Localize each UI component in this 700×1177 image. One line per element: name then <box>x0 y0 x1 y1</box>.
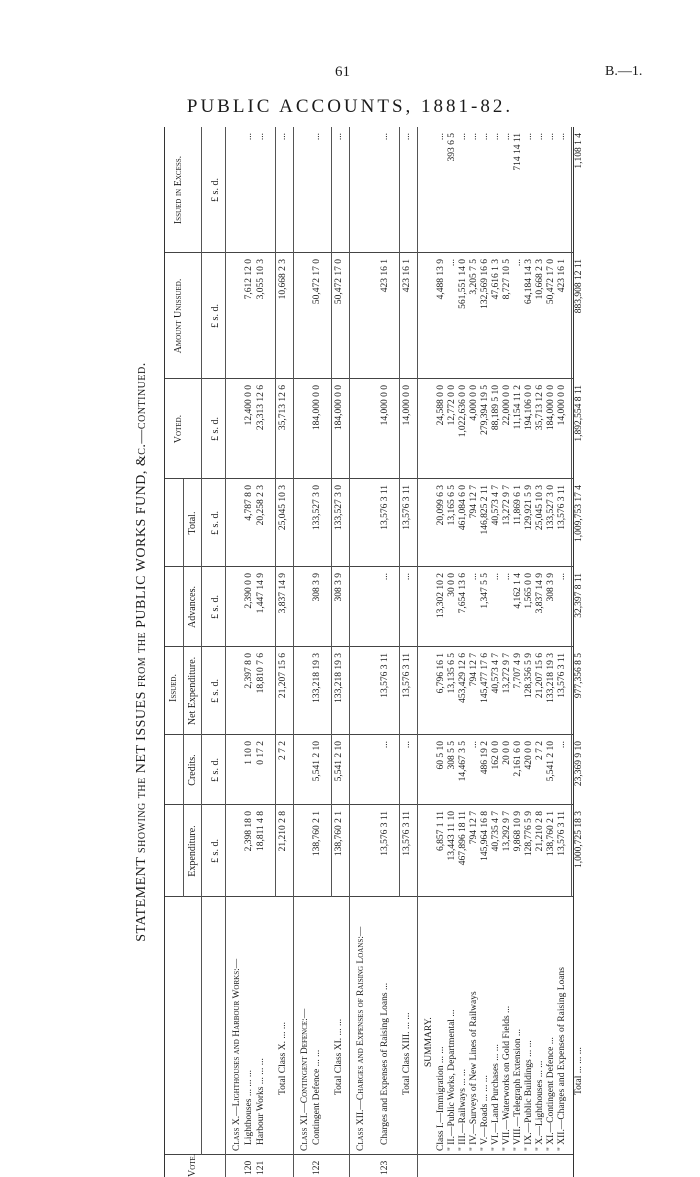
cell-net: 6,796 16 1 <box>436 653 446 694</box>
lsd-header: £ s. d. <box>210 511 221 535</box>
cell-adv: 308 3 9 <box>546 573 556 602</box>
cell-cred: 20 0 0 <box>502 741 512 765</box>
cell-net: 453,429 12 6 <box>458 653 468 703</box>
cell-exc: ... <box>535 133 545 141</box>
cell-adv: ... <box>502 573 512 581</box>
issued-rule <box>183 479 184 897</box>
cell-cred: 5,541 2 10 <box>312 741 322 782</box>
cell-unis: 423 16 1 <box>380 259 390 293</box>
total-rule <box>571 127 572 897</box>
cell-voted: 12,772 0 0 <box>447 385 457 426</box>
vote-number: 121 <box>256 1160 266 1175</box>
cell-adv: ... <box>469 573 479 581</box>
cell-unis: 50,472 17 0 <box>334 259 344 305</box>
cell-adv: 308 3 9 <box>312 573 322 602</box>
cell-unis: 10,668 2 3 <box>278 259 288 300</box>
cell-exc: 393 6 5 <box>447 133 457 162</box>
cell-tot: 129,921 5 9 <box>524 485 534 531</box>
cell-tot: 133,527 3 0 <box>546 485 556 531</box>
cell-unis: 7,612 12 0 <box>244 259 254 300</box>
cell-tot: 146,825 2 11 <box>480 485 490 535</box>
row-label: " VII.—Waterworks on Gold Fields ... <box>502 1005 512 1151</box>
col-header-net: Net Expenditure. <box>187 656 198 726</box>
cell-exc: ... <box>557 133 567 141</box>
cell-exp: 1,000,725 18 3 <box>574 811 584 868</box>
col-header-credits: Credits. <box>187 754 198 786</box>
cell-adv: 308 3 9 <box>334 573 344 602</box>
row-label: Contingent Defence ... ... <box>312 1049 322 1145</box>
summary-title: SUMMARY. <box>424 1017 434 1067</box>
cell-adv: 1,565 0 0 <box>524 573 534 609</box>
cell-voted: 4,000 0 0 <box>469 385 479 421</box>
lsd-header: £ s. d. <box>210 595 221 619</box>
issued-header: Issued. <box>168 674 179 703</box>
cell-unis: 423 16 1 <box>402 259 412 293</box>
section-title: Class XII.—Charges and Expenses of Raising Loans:— <box>356 926 366 1151</box>
cell-tot: 20,258 2 3 <box>256 485 266 526</box>
col-header-unissued: Amount Unissued. <box>173 278 184 354</box>
vote-header: Vote. <box>187 1153 198 1177</box>
cell-adv: ... <box>380 573 390 581</box>
cell-unis: ... <box>513 259 523 267</box>
page-header <box>0 0 700 120</box>
cell-adv: 1,447 14 9 <box>256 573 266 614</box>
header-rule <box>225 127 226 1177</box>
cell-adv: 1,347 5 5 <box>480 573 490 609</box>
cell-exp: 13,292 9 7 <box>502 811 512 852</box>
cell-tot: 20,099 6 3 <box>436 485 446 526</box>
cell-unis: 561,551 14 0 <box>458 259 468 309</box>
cell-tot: 13,272 9 7 <box>502 485 512 526</box>
cell-tot: 13,576 3 11 <box>380 485 390 530</box>
cell-voted: 12,400 0 0 <box>244 385 254 426</box>
cell-net: 13,576 3 11 <box>402 653 412 698</box>
cell-cred: 5,541 2 10 <box>546 741 556 782</box>
row-label: " IV.—Surveys of New Lines of Railways <box>469 991 479 1151</box>
cell-exc: ... <box>402 133 412 141</box>
cell-cred: 2,161 6 0 <box>513 741 523 777</box>
cell-net: 13,272 9 7 <box>502 653 512 694</box>
cell-unis: ... <box>447 259 457 267</box>
cell-exp: 128,776 5 9 <box>524 811 534 857</box>
cell-exp: 18,811 4 8 <box>256 811 266 852</box>
cell-adv: ... <box>402 573 412 581</box>
cell-cred: 1 10 0 <box>244 741 254 765</box>
col-header-advances: Advances. <box>187 586 198 628</box>
cell-net: 13,576 3 11 <box>557 653 567 698</box>
cell-net: 794 12 7 <box>469 653 479 687</box>
row-label: " V.—Roads ... ... ... <box>480 1075 490 1151</box>
cell-adv: 3,837 14 9 <box>278 573 288 614</box>
cell-exc: 1,108 1 4 <box>574 133 584 169</box>
cell-tot: 461,084 6 0 <box>458 485 468 531</box>
cell-net: 40,573 4 7 <box>491 653 501 694</box>
cell-cred: 60 5 10 <box>436 741 446 770</box>
lsd-header: £ s. d. <box>210 758 221 782</box>
cell-tot: 133,527 3 0 <box>312 485 322 531</box>
cell-net: 133,218 19 3 <box>334 653 344 703</box>
cell-net: 18,810 7 6 <box>256 653 266 694</box>
cell-exp: 13,443 11 10 <box>447 811 457 861</box>
row-label: " III.—Railways ... ... <box>458 1069 468 1151</box>
col-header-voted: Voted. <box>173 414 184 444</box>
col-header-total: Total. <box>187 511 198 535</box>
cell-exp: 138,760 2 1 <box>334 811 344 857</box>
vote-number: 123 <box>380 1160 390 1175</box>
cell-tot: 794 12 7 <box>469 485 479 519</box>
cell-net: 133,218 19 3 <box>546 653 556 703</box>
cell-voted: 23,313 12 6 <box>256 385 266 431</box>
cell-exp: 21,210 2 8 <box>278 811 288 852</box>
cell-exp: 13,576 3 11 <box>402 811 412 856</box>
col-header-excess: Issued in Excess. <box>173 155 184 225</box>
section-rule <box>293 127 294 1177</box>
lsd-header: £ s. d. <box>210 839 221 863</box>
section-title: Class X.—Lighthouses and Harbour Works:— <box>232 958 242 1151</box>
cell-voted: 1,892,554 8 11 <box>574 385 584 442</box>
cell-adv: 2,390 0 0 <box>244 573 254 609</box>
rotated-statement <box>134 127 584 1177</box>
row-label: Total Class XI. ... ... <box>334 1018 344 1095</box>
cell-unis: 50,472 17 0 <box>546 259 556 305</box>
cell-exp: 2,398 18 0 <box>244 811 254 852</box>
cell-tot: 40,573 4 7 <box>491 485 501 526</box>
cell-unis: 10,668 2 3 <box>535 259 545 300</box>
cell-exc: ... <box>436 133 446 141</box>
cell-unis: 423 16 1 <box>557 259 567 293</box>
cell-exc: ... <box>524 133 534 141</box>
cell-exp: 40,735 4 7 <box>491 811 501 852</box>
cell-voted: 1,022,636 0 0 <box>458 385 468 438</box>
cell-tot: 4,787 8 0 <box>244 485 254 521</box>
cell-voted: 184,000 0 0 <box>546 385 556 431</box>
cell-voted: 22,000 0 0 <box>502 385 512 426</box>
cell-exp: 6,857 1 11 <box>436 811 446 852</box>
col-header-expenditure: Expenditure. <box>187 825 198 877</box>
cell-adv: ... <box>491 573 501 581</box>
section-title: Class XI.—Contingent Defence:— <box>300 1008 310 1151</box>
cell-net: 21,207 15 6 <box>278 653 288 699</box>
cell-unis: 47,616 1 3 <box>491 259 501 300</box>
page-title: PUBLIC ACCOUNTS, 1881-82. <box>186 96 514 117</box>
cell-cred: 23,369 9 10 <box>574 741 584 787</box>
cell-voted: 184,000 0 0 <box>312 385 322 431</box>
cell-voted: 184,000 0 0 <box>334 385 344 431</box>
row-label: Class I.—Immigration ... ... <box>436 1046 446 1151</box>
cell-cred: ... <box>380 741 390 749</box>
cell-exp: 467,896 18 11 <box>458 811 468 866</box>
cell-unis: 3,055 10 3 <box>256 259 266 300</box>
cell-voted: 14,000 0 0 <box>380 385 390 426</box>
cell-voted: 194,106 0 0 <box>524 385 534 431</box>
cell-cred: ... <box>402 741 412 749</box>
statement-caption: STATEMENT showing the NET ISSUES from the PUBLIC WORKS FUND, &c.—continued. <box>134 362 149 942</box>
cell-exc: ... <box>380 133 390 141</box>
cell-net: 2,397 8 0 <box>244 653 254 689</box>
cell-cred: 486 19 2 <box>480 741 490 775</box>
cell-exp: 13,576 3 11 <box>557 811 567 856</box>
cell-net: 7,707 4 9 <box>513 653 523 689</box>
page-number: 61 <box>335 64 350 80</box>
cell-tot: 13,576 3 11 <box>402 485 412 530</box>
cell-exc: ... <box>278 133 288 141</box>
cell-adv: 4,162 1 4 <box>513 573 523 609</box>
cell-cred: 14,467 3 5 <box>458 741 468 782</box>
lsd-header: £ s. d. <box>210 178 221 202</box>
row-label: " II.—Public Works, Departmental ... <box>447 1009 457 1151</box>
cell-unis: 4,488 13 9 <box>436 259 446 300</box>
cell-adv: 3,837 14 9 <box>535 573 545 614</box>
subtotal-rule <box>399 127 400 897</box>
cell-exc: ... <box>334 133 344 141</box>
row-label: Total Class XIII. ... ... <box>402 1012 412 1095</box>
row-label: " VIII.—Telegraph Extension ... <box>513 1028 523 1151</box>
cell-tot: 1,009,753 17 4 <box>574 485 584 542</box>
cell-adv: 32,397 8 11 <box>574 573 584 618</box>
cell-exc: ... <box>502 133 512 141</box>
cell-exp: 21,210 2 8 <box>535 811 545 852</box>
cell-exc: ... <box>256 133 266 141</box>
cell-exc: ... <box>244 133 254 141</box>
cell-voted: 279,394 19 5 <box>480 385 490 435</box>
cell-adv: 7,654 13 6 <box>458 573 468 614</box>
row-label: " VI.—Land Purchases ... ... <box>491 1044 501 1151</box>
cell-exc: ... <box>491 133 501 141</box>
cell-cred: 5,541 2 10 <box>334 741 344 782</box>
vote-number: 120 <box>244 1160 254 1175</box>
cell-unis: 50,472 17 0 <box>312 259 322 305</box>
cell-exc: ... <box>546 133 556 141</box>
lsd-header: £ s. d. <box>210 304 221 328</box>
cell-net: 21,207 15 6 <box>535 653 545 699</box>
cell-unis: 64,184 14 3 <box>524 259 534 305</box>
row-label: Total Class X. ... ... <box>278 1022 288 1095</box>
cell-voted: 14,000 0 0 <box>402 385 412 426</box>
cell-unis: 3,205 7 5 <box>469 259 479 295</box>
lsd-header: £ s. d. <box>210 679 221 703</box>
cell-adv: 30 0 0 <box>447 573 457 597</box>
cell-exp: 9,868 10 9 <box>513 811 523 852</box>
cell-unis: 132,569 16 6 <box>480 259 490 309</box>
cell-exc: ... <box>480 133 490 141</box>
cell-net: 133,218 19 3 <box>312 653 322 703</box>
section-rule <box>417 127 418 1177</box>
cell-exp: 13,576 3 11 <box>380 811 390 856</box>
cell-exp: 138,760 2 1 <box>312 811 322 857</box>
cell-voted: 11,154 11 2 <box>513 385 523 430</box>
cell-exc: ... <box>458 133 468 141</box>
statement-table <box>164 127 584 1177</box>
cell-cred: 162 0 0 <box>491 741 501 770</box>
header-rule <box>201 127 202 1155</box>
cell-cred: 0 17 2 <box>256 741 266 765</box>
row-label: Charges and Expenses of Raising Loans ... <box>380 982 390 1145</box>
subtotal-rule <box>331 127 332 897</box>
vote-number: 122 <box>312 1160 322 1175</box>
subtotal-rule <box>275 127 276 897</box>
cell-cred: ... <box>557 741 567 749</box>
cell-voted: 24,588 0 0 <box>436 385 446 426</box>
cell-tot: 11,869 6 1 <box>513 485 523 526</box>
column-rule <box>165 1154 573 1155</box>
cell-cred: ... <box>469 741 479 749</box>
cell-cred: 2 7 2 <box>535 741 545 760</box>
cell-tot: 25,045 10 3 <box>535 485 545 531</box>
cell-net: 13,576 3 11 <box>380 653 390 698</box>
row-label: " XII.—Charges and Expenses of Raising Loans <box>557 967 567 1151</box>
section-rule <box>349 127 350 1177</box>
cell-exp: 138,760 2 1 <box>546 811 556 857</box>
row-label: Lighthouses ... ... ... <box>244 1070 254 1145</box>
row-label: Total ... ... ... <box>574 1047 584 1095</box>
cell-tot: 13,576 3 11 <box>557 485 567 530</box>
cell-net: 13,135 6 5 <box>447 653 457 694</box>
cell-tot: 133,527 3 0 <box>334 485 344 531</box>
cell-unis: 8,727 10 5 <box>502 259 512 300</box>
cell-net: 145,477 17 6 <box>480 653 490 703</box>
cell-exc: 714 14 11 <box>513 133 523 171</box>
row-label: " XI.—Contingent Defence ... <box>546 1037 556 1151</box>
cell-net: 128,356 5 9 <box>524 653 534 699</box>
cell-adv: ... <box>557 573 567 581</box>
cell-voted: 88,189 5 10 <box>491 385 501 431</box>
cell-voted: 14,000 0 0 <box>557 385 567 426</box>
cell-unis: 883,908 12 11 <box>574 259 584 314</box>
row-label: Harbour Works ... ... ... <box>256 1058 266 1145</box>
cell-voted: 35,713 12 6 <box>535 385 545 431</box>
cell-exp: 794 12 7 <box>469 811 479 845</box>
cell-net: 977,356 8 5 <box>574 653 584 699</box>
cell-exc: ... <box>312 133 322 141</box>
cell-cred: 308 5 5 <box>447 741 457 770</box>
document-reference: B.—1. <box>605 64 643 79</box>
cell-tot: 13,165 6 5 <box>447 485 457 526</box>
cell-tot: 25,045 10 3 <box>278 485 288 531</box>
cell-cred: 420 0 0 <box>524 741 534 770</box>
cell-adv: 13,302 10 2 <box>436 573 446 619</box>
row-label: " X.—Lighthouses ... ... <box>535 1060 545 1151</box>
cell-voted: 35,713 12 6 <box>278 385 288 431</box>
cell-exc: ... <box>469 133 479 141</box>
lsd-header: £ s. d. <box>210 417 221 441</box>
cell-cred: 2 7 2 <box>278 741 288 760</box>
row-label: " IX.—Public Buildings ... ... <box>524 1040 534 1151</box>
cell-exp: 145,964 16 8 <box>480 811 490 861</box>
